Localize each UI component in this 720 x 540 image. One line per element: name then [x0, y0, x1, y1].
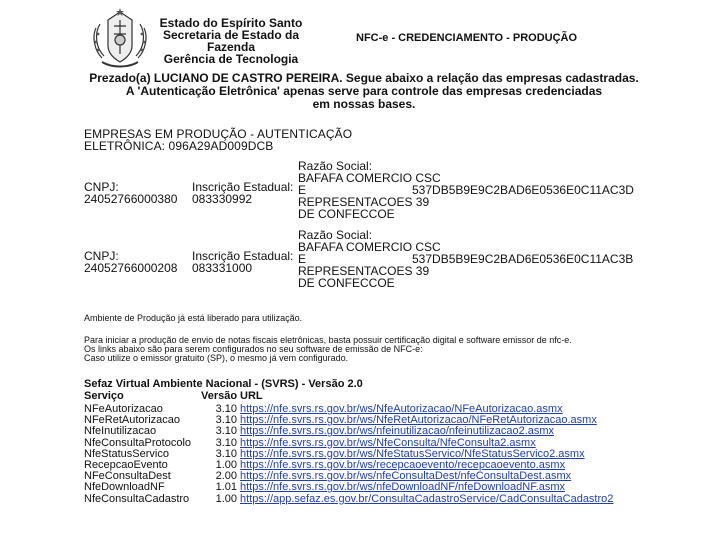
org-line-4: Gerência de Tecnologia	[163, 52, 299, 66]
razao-label: Razão Social:	[298, 228, 373, 242]
instructions-line-1: Para iniciar a produção de envio de notas fiscais eletrônicas, basta possuir certificação digital e software emissor de nfc-e.	[84, 335, 572, 345]
service-url-link[interactable]: https://nfe.svrs.rs.gov.br/ws/NfeRetAutorizacao/NFeRetAutorizacao.asmx	[240, 414, 597, 427]
service-version: 1.00	[215, 492, 237, 505]
service-name: NfeStatusServico	[84, 447, 169, 460]
service-url-link[interactable]: https://nfe.svrs.rs.gov.br/ws/NfeConsulta/NfeConsulta2.asmx	[240, 436, 536, 449]
service-version: 3.10	[215, 436, 237, 449]
razao-line-2: E	[298, 183, 307, 197]
ie-value: 083331000	[192, 261, 253, 275]
col-service: Serviço	[84, 390, 124, 402]
razao-line-2: E	[298, 252, 307, 266]
service-url-link[interactable]: https://app.sefaz.es.gov.br/ConsultaCadastroService/CadConsultaCadastro2	[240, 492, 614, 505]
razao-line-1: BAFAFA COMERCIO CSC	[298, 240, 441, 254]
instructions-line-3: Caso utilize o emissor gratuito (SP), o mesmo já vem configurado.	[84, 353, 349, 363]
greeting-line-2: A 'Autenticação Eletrônica' apenas serve para controle das empresas credenciadas em nossas bases.	[125, 84, 603, 111]
service-version: 3.10	[215, 414, 237, 427]
csc-value: 537DB5B9E9C2BAD6E0536E0C11AC3B	[412, 252, 634, 266]
service-name: NfeDownloadNF	[84, 481, 165, 494]
ie-label: Inscrição Estadual:	[192, 249, 294, 263]
service-name: NFeRetAutorizacao	[84, 414, 180, 427]
service-name: NFeConsultaDest	[84, 470, 171, 483]
org-line-2: Secretaria de Estado da	[162, 28, 300, 42]
service-name: RecepcaoEvento	[84, 459, 168, 472]
service-name: NFeAutorizacao	[84, 403, 163, 416]
company-2-razao	[298, 229, 638, 289]
service-version: 3.10	[215, 403, 237, 416]
razao-line-3: REPRESENTACOES 39	[298, 264, 430, 278]
cnpj-value: 24052766000208	[84, 261, 178, 275]
razao-line-4: DE CONFECCOE	[298, 276, 395, 290]
table-row	[84, 494, 613, 505]
ie-value: 083330992	[192, 192, 253, 206]
service-url-link[interactable]: https://nfe.svrs.rs.gov.br/ws/nfeDownloadNF/nfeDownloadNF.asmx	[240, 481, 566, 494]
services-title: Sefaz Virtual Ambiente Nacional - (SVRS) - Versão 2.0	[84, 378, 363, 390]
service-url-link[interactable]: https://nfe.svrs.rs.gov.br/ws/nfeinutilizacao/nfeinutilizacao2.asmx	[240, 425, 555, 438]
company-1-razao	[298, 160, 638, 220]
instructions-line-2: Os links abaixo são para serem configurados no seu software de emissão de NFC-e:	[84, 344, 423, 354]
service-version: 1.00	[215, 459, 237, 472]
org-line-3: Fazenda	[206, 40, 255, 54]
cnpj-value: 24052766000380	[84, 192, 178, 206]
services-columns	[84, 390, 363, 402]
ie-label: Inscrição Estadual:	[192, 180, 294, 194]
page-title: NFC-e - CREDENCIAMENTO - PRODUÇÃO	[356, 32, 578, 44]
cnpj-label: CNPJ:	[84, 249, 119, 263]
service-name: NfeConsultaProtocolo	[84, 436, 192, 449]
company-2-ie	[192, 250, 293, 274]
col-version: Versão	[201, 390, 238, 402]
greeting	[84, 72, 644, 111]
company-1-cnpj	[84, 181, 177, 205]
service-version: 3.10	[215, 447, 237, 460]
razao-csc-row	[298, 253, 638, 265]
service-version: 2.00	[215, 470, 237, 483]
companies-heading-line-1: EMPRESAS EM PRODUÇÃO - AUTENTICAÇÃO	[84, 127, 353, 141]
razao-line-1: BAFAFA COMERCIO CSC	[298, 171, 441, 185]
service-url-link[interactable]: https://nfe.svrs.rs.gov.br/ws/recepcaoevento/recepcaoevento.asmx	[240, 459, 566, 472]
csc-value: 537DB5B9E9C2BAD6E0536E0C11AC3D	[412, 183, 634, 197]
services-heading	[84, 378, 363, 402]
razao-line-3: REPRESENTACOES 39	[298, 195, 430, 209]
companies-heading	[84, 128, 352, 152]
service-name: NfeInutilizacao	[84, 425, 157, 438]
razao-csc-row	[298, 184, 638, 196]
services-table	[84, 404, 613, 505]
col-url: URL	[240, 390, 263, 402]
companies-heading-line-2: ELETRÔNICA: 096A29AD009DCB	[84, 139, 274, 153]
instructions	[84, 336, 714, 363]
razao-line-4: DE CONFECCOE	[298, 207, 395, 221]
ambiente-note: Ambiente de Produção já está liberado para utilização.	[84, 313, 303, 323]
cnpj-label: CNPJ:	[84, 180, 119, 194]
service-version: 3.10	[215, 425, 237, 438]
org-header	[156, 17, 306, 65]
org-line-1: Estado do Espírito Santo	[159, 16, 303, 30]
company-2-cnpj	[84, 250, 177, 274]
service-url-link[interactable]: https://nfe.svrs.rs.gov.br/ws/NfeAutorizacao/NFeAutorizacao.asmx	[240, 403, 563, 416]
service-url-link[interactable]: https://nfe.svrs.rs.gov.br/ws/nfeConsultaDest/nfeConsultaDest.asmx	[240, 470, 572, 483]
coat-of-arms-icon	[88, 6, 152, 70]
service-name: NfeConsultaCadastro	[84, 492, 190, 505]
razao-label: Razão Social:	[298, 159, 373, 173]
company-1-ie	[192, 181, 293, 205]
greeting-line-1: Prezado(a) LUCIANO DE CASTRO PEREIRA. Segue abaixo a relação das empresas cadastradas.	[89, 71, 639, 85]
service-version: 1.01	[215, 481, 237, 494]
service-url-link[interactable]: https://nfe.svrs.rs.gov.br/ws/NfeStatusServico/NfeStatusServico2.asmx	[240, 447, 585, 460]
